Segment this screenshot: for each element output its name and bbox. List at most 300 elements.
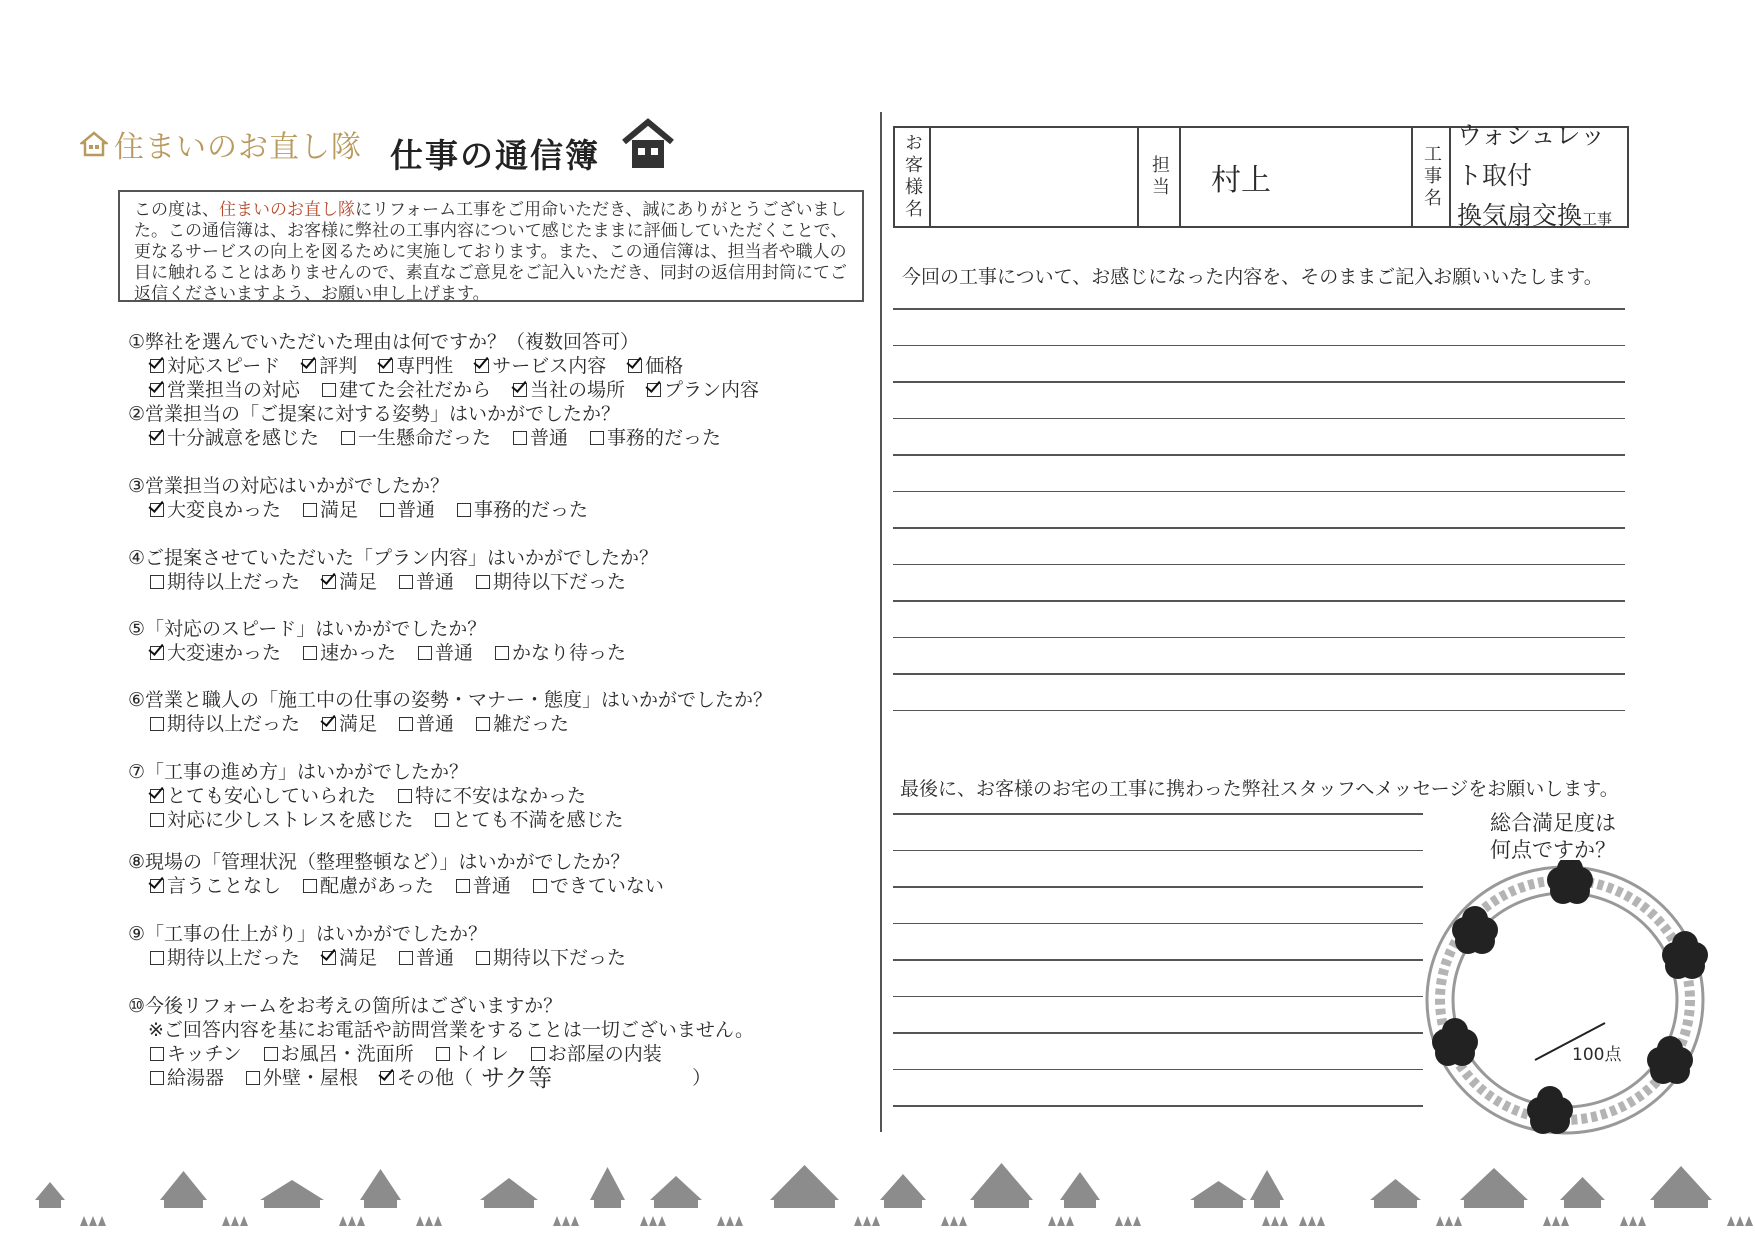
house-body-icon — [884, 1200, 922, 1208]
tree-icon — [658, 1216, 666, 1226]
tree-icon — [1454, 1216, 1462, 1226]
option-checkbox[interactable] — [150, 378, 300, 402]
option-checkbox[interactable] — [150, 354, 280, 378]
tree-icon — [640, 1216, 648, 1226]
option-row — [128, 426, 743, 450]
tree-icon — [1308, 1216, 1316, 1226]
comment-line — [893, 491, 1625, 493]
option-checkbox[interactable] — [513, 378, 625, 402]
option-label: 大変良かった — [167, 499, 282, 521]
tree-icon — [1133, 1216, 1141, 1226]
tree-icon — [1280, 1216, 1288, 1226]
empty-box-icon[interactable] — [476, 575, 490, 589]
tree-icon — [872, 1216, 880, 1226]
comment-line — [893, 308, 1625, 310]
roof-icon — [1370, 1179, 1421, 1200]
tree-icon — [1736, 1216, 1744, 1226]
brand-logo — [80, 122, 362, 166]
tree-icon — [348, 1216, 356, 1226]
question-text: ④ご提案させていただいた「プラン内容」はいかがでしたか？ — [128, 547, 659, 569]
empty-box-icon[interactable] — [150, 1071, 164, 1085]
question-text: ②営業担当の「ご提案に対する姿勢」はいかがでしたか？ — [128, 403, 621, 425]
option-checkbox[interactable] — [150, 426, 319, 450]
tree-icon — [1561, 1216, 1569, 1226]
empty-box-icon[interactable] — [513, 431, 527, 445]
option-checkbox[interactable] — [303, 874, 434, 898]
option-label: 評判 — [319, 355, 358, 377]
option-row — [128, 874, 686, 898]
tree-icon — [571, 1216, 579, 1226]
house-body-icon — [654, 1200, 698, 1208]
option-checkbox[interactable] — [495, 641, 626, 665]
tree-icon — [1436, 1216, 1444, 1226]
option-label: 普通 — [530, 427, 569, 449]
checked-box-icon[interactable] — [322, 951, 336, 965]
satisfaction-label — [1490, 810, 1616, 864]
roof-icon — [880, 1174, 926, 1200]
option-label: 一生懸命だった — [358, 427, 492, 449]
question-block — [128, 688, 772, 736]
comment-line — [893, 710, 1625, 712]
option-label: 価格 — [645, 355, 684, 377]
option-label: 雑だった — [493, 713, 570, 735]
option-checkbox[interactable] — [341, 426, 491, 450]
checked-box-icon[interactable] — [150, 789, 164, 803]
empty-box-icon[interactable] — [150, 717, 164, 731]
option-label: 配慮があった — [320, 875, 434, 897]
roof-icon — [1460, 1168, 1528, 1200]
option-label: できていない — [549, 875, 664, 897]
tree-icon — [735, 1216, 743, 1226]
tree-icon — [553, 1216, 561, 1226]
question-block — [128, 850, 686, 898]
option-checkbox[interactable] — [303, 641, 396, 665]
tree-icon — [1745, 1216, 1753, 1226]
option-checkbox[interactable] — [399, 570, 454, 594]
brand-name: 住まいのお直し隊 — [114, 130, 362, 165]
question-text: ③営業担当の対応はいかがでしたか？ — [128, 475, 450, 497]
empty-box-icon[interactable] — [303, 503, 317, 517]
option-checkbox[interactable] — [150, 570, 300, 594]
option-checkbox[interactable] — [436, 1042, 509, 1066]
empty-box-icon[interactable] — [246, 1071, 260, 1085]
tree-icon — [1115, 1216, 1123, 1226]
option-label: 満足 — [320, 499, 359, 521]
empty-box-icon[interactable] — [476, 717, 490, 731]
work-line-2: 換気扇交換 — [1457, 200, 1583, 230]
house-body-icon — [39, 1200, 61, 1208]
tree-icon — [1552, 1216, 1560, 1226]
empty-box-icon[interactable] — [399, 575, 413, 589]
option-row — [128, 570, 658, 594]
question-block — [128, 546, 658, 594]
question-text: ⑩今後リフォームをお考えの箇所はございますか？ — [128, 995, 563, 1017]
option-checkbox[interactable] — [150, 712, 300, 736]
option-checkbox[interactable] — [150, 946, 300, 970]
tree-icon — [425, 1216, 433, 1226]
empty-box-icon[interactable] — [341, 431, 355, 445]
message-line — [893, 813, 1423, 815]
staff-name-field[interactable]: 村上 — [1181, 128, 1413, 226]
empty-box-icon[interactable] — [456, 879, 470, 893]
question-block — [128, 994, 754, 1090]
other-close-paren: ） — [692, 1067, 712, 1089]
house-body-icon — [594, 1200, 621, 1208]
house-body-icon — [1374, 1200, 1417, 1208]
roof-icon — [260, 1180, 324, 1200]
option-row — [128, 946, 648, 970]
roof-icon — [160, 1171, 207, 1200]
option-row — [128, 354, 781, 378]
option-label: 普通 — [416, 947, 455, 969]
tree-icon — [950, 1216, 958, 1226]
empty-box-icon[interactable] — [435, 813, 449, 827]
tree-icon — [98, 1216, 106, 1226]
roof-icon — [590, 1167, 625, 1200]
option-label: 対応に少しストレスを感じた — [167, 809, 414, 831]
score-value[interactable]: 100点 — [1572, 1045, 1622, 1065]
house-body-icon — [1064, 1200, 1096, 1208]
tree-icon — [863, 1216, 871, 1226]
option-checkbox[interactable] — [246, 1066, 358, 1090]
checked-box-icon[interactable] — [150, 383, 164, 397]
house-body-icon — [774, 1200, 835, 1208]
roof-icon — [1060, 1172, 1100, 1200]
customer-name-field[interactable] — [931, 128, 1139, 226]
option-row — [128, 808, 645, 832]
comment-line — [893, 454, 1625, 456]
house-body-icon — [974, 1200, 1029, 1208]
option-checkbox[interactable] — [150, 1042, 242, 1066]
tree-icon — [416, 1216, 424, 1226]
option-label: とても不満を感じた — [452, 809, 624, 831]
customer-label: お客様名 — [895, 128, 931, 226]
page-title: 仕事の通信簿 — [390, 136, 600, 175]
option-checkbox[interactable] — [456, 874, 511, 898]
message-line — [893, 886, 1423, 888]
option-label: 外壁・屋根 — [263, 1067, 359, 1089]
roof-icon — [770, 1165, 839, 1200]
tree-icon — [1262, 1216, 1270, 1226]
empty-box-icon[interactable] — [590, 431, 604, 445]
option-checkbox[interactable] — [513, 426, 568, 450]
option-label: 給湯器 — [167, 1067, 225, 1089]
house-icon — [622, 118, 674, 170]
option-label: 速かった — [320, 642, 397, 664]
tree-icon — [240, 1216, 248, 1226]
option-checkbox[interactable] — [435, 808, 623, 832]
work-label: 工事名 — [1413, 128, 1451, 226]
option-checkbox[interactable] — [380, 498, 435, 522]
roof-icon — [650, 1176, 702, 1200]
house-body-icon — [484, 1200, 534, 1208]
question-block — [128, 922, 648, 970]
option-label: 期待以下だった — [493, 947, 627, 969]
empty-box-icon[interactable] — [457, 503, 471, 517]
house-body-icon — [164, 1200, 203, 1208]
house-silhouette-footer — [0, 1160, 1755, 1230]
tree-icon — [80, 1216, 88, 1226]
option-checkbox[interactable] — [476, 570, 626, 594]
question-text: ⑧現場の「管理状況（整理整頓など）」はいかがでしたか？ — [128, 851, 630, 873]
roof-icon — [35, 1182, 65, 1200]
message-line — [893, 959, 1423, 961]
question-text: ⑨「工事の仕上がり」はいかがでしたか？ — [128, 923, 488, 945]
empty-box-icon[interactable] — [399, 951, 413, 965]
checked-box-icon[interactable] — [302, 359, 316, 373]
option-checkbox[interactable] — [150, 874, 281, 898]
empty-box-icon[interactable] — [418, 646, 432, 660]
checked-box-icon[interactable] — [150, 359, 164, 373]
house-body-icon — [264, 1200, 320, 1208]
option-label: 普通 — [416, 571, 455, 593]
option-checkbox[interactable] — [150, 498, 281, 522]
checked-box-icon[interactable] — [150, 431, 164, 445]
comment-line — [893, 527, 1625, 529]
option-row — [128, 784, 645, 808]
empty-box-icon[interactable] — [380, 503, 394, 517]
question-text: ①弊社を選んでいただいた理由は何ですか？（複数回答可） — [128, 331, 640, 353]
option-label: お部屋の内装 — [547, 1043, 662, 1065]
checked-box-icon[interactable] — [150, 503, 164, 517]
option-checkbox[interactable] — [322, 712, 377, 736]
empty-box-icon[interactable] — [264, 1047, 278, 1061]
empty-box-icon[interactable] — [533, 879, 547, 893]
tree-icon — [726, 1216, 734, 1226]
comment-line — [893, 600, 1625, 602]
roof-icon — [1560, 1177, 1605, 1200]
option-checkbox[interactable] — [531, 1042, 662, 1066]
checked-box-icon[interactable] — [150, 879, 164, 893]
empty-box-icon[interactable] — [399, 717, 413, 731]
checked-box-icon[interactable] — [628, 359, 642, 373]
option-checkbox[interactable] — [590, 426, 721, 450]
roof-icon — [1190, 1181, 1247, 1200]
option-row — [128, 1066, 754, 1090]
tree-icon — [1727, 1216, 1735, 1226]
tree-icon — [959, 1216, 967, 1226]
question-block — [128, 760, 645, 832]
tree-icon — [1445, 1216, 1453, 1226]
option-label: その他（ — [397, 1067, 474, 1089]
option-checkbox[interactable] — [322, 946, 377, 970]
tree-icon — [89, 1216, 97, 1226]
satisfaction-label-1: 総合満足度は — [1490, 811, 1616, 835]
option-checkbox[interactable] — [379, 354, 453, 378]
option-row — [128, 498, 610, 522]
option-label: 当社の場所 — [530, 379, 626, 401]
tree-icon — [854, 1216, 862, 1226]
comment-line — [893, 345, 1625, 347]
tree-icon — [717, 1216, 725, 1226]
question-note: ※ご回答内容を基にお電話や訪問営業をすることは一切ございません。 — [148, 1019, 755, 1041]
tree-icon — [1638, 1216, 1646, 1226]
roof-icon — [480, 1178, 538, 1200]
tree-icon — [562, 1216, 570, 1226]
tree-icon — [1048, 1216, 1056, 1226]
empty-box-icon[interactable] — [436, 1047, 450, 1061]
comment-line — [893, 564, 1625, 566]
option-label: 普通 — [472, 875, 511, 897]
house-body-icon — [1464, 1200, 1524, 1208]
option-label: 満足 — [339, 713, 378, 735]
option-checkbox[interactable] — [457, 498, 588, 522]
message-line — [893, 850, 1423, 852]
question-text: ⑤「対応のスピード」はいかがでしたか？ — [128, 618, 487, 640]
checked-box-icon[interactable] — [379, 359, 393, 373]
house-body-icon — [1654, 1200, 1708, 1208]
option-checkbox[interactable] — [475, 354, 606, 378]
option-label: とても安心していられた — [167, 785, 377, 807]
option-row — [128, 378, 781, 402]
tree-icon — [1317, 1216, 1325, 1226]
checked-box-icon[interactable] — [513, 383, 527, 397]
option-label: トイレ — [452, 1043, 509, 1065]
option-checkbox[interactable] — [302, 354, 357, 378]
roof-icon — [1650, 1166, 1712, 1200]
checked-box-icon[interactable] — [475, 359, 489, 373]
option-checkbox[interactable] — [476, 712, 569, 736]
tree-icon — [1629, 1216, 1637, 1226]
option-label: 満足 — [339, 947, 378, 969]
option-checkbox[interactable] — [264, 1042, 414, 1066]
empty-box-icon[interactable] — [398, 789, 412, 803]
option-label: お風呂・洗面所 — [280, 1043, 414, 1065]
question-block — [128, 402, 743, 450]
staff-label: 担当 — [1139, 128, 1181, 226]
satisfaction-label-2: 何点ですか？ — [1490, 838, 1616, 862]
option-label: 満足 — [339, 571, 378, 593]
message-line — [893, 923, 1423, 925]
intro-part: にリフォーム工事をご用命いただき、誠にありがとうございました。この通信簿は、お客様に弊社の工事内容について感じたままに評価していただくことで、更なるサービスの向上を図るために実施しております。また、この通信簿は、担当者や職人の目に触れることはありませんので、素直なご意見をご記入いただき、同封の返信用封筒にてご返信くださいますよう、お願い申し上げます。 — [134, 200, 848, 304]
option-label: 専門性 — [396, 355, 454, 377]
option-checkbox[interactable] — [150, 1066, 224, 1090]
option-checkbox[interactable] — [150, 641, 281, 665]
option-label: 建てた会社だから — [339, 379, 492, 401]
tree-icon — [1543, 1216, 1551, 1226]
option-label: かなり待った — [512, 642, 627, 664]
comment-line — [893, 637, 1625, 639]
empty-box-icon[interactable] — [150, 813, 164, 827]
checked-box-icon[interactable] — [647, 383, 661, 397]
message-line — [893, 1105, 1423, 1107]
tree-icon — [339, 1216, 347, 1226]
option-label: キッチン — [167, 1043, 242, 1065]
comment-line — [893, 381, 1625, 383]
intro-part: この度は、 — [134, 200, 219, 220]
tree-icon — [231, 1216, 239, 1226]
work-name-field[interactable] — [1451, 120, 1627, 230]
option-checkbox[interactable] — [322, 570, 377, 594]
option-label: 普通 — [416, 713, 455, 735]
option-checkbox[interactable] — [380, 1066, 473, 1090]
work-suffix: 工事 — [1582, 209, 1613, 228]
option-checkbox[interactable] — [322, 378, 491, 402]
house-body-icon — [1194, 1200, 1243, 1208]
message-prompt: 最後に、お客様のお宅の工事に携わった弊社スタッフへメッセージをお願いします。 — [900, 778, 1619, 800]
question-block — [128, 617, 648, 665]
tree-icon — [1124, 1216, 1132, 1226]
option-label: サービス内容 — [492, 355, 607, 377]
tree-icon — [1620, 1216, 1628, 1226]
option-label: 期待以上だった — [167, 571, 301, 593]
option-checkbox[interactable] — [399, 712, 454, 736]
roof-icon — [970, 1163, 1033, 1200]
tree-icon — [1271, 1216, 1279, 1226]
option-label: 普通 — [435, 642, 474, 664]
tree-icon — [1299, 1216, 1307, 1226]
message-line — [893, 1032, 1423, 1034]
tree-icon — [357, 1216, 365, 1226]
option-checkbox[interactable] — [628, 354, 683, 378]
question-text: ⑥営業と職人の「施工中の仕事の姿勢・マナー・態度」はいかがでしたか？ — [128, 689, 773, 711]
empty-box-icon[interactable] — [495, 646, 509, 660]
empty-box-icon[interactable] — [303, 646, 317, 660]
tree-icon — [649, 1216, 657, 1226]
option-row — [128, 712, 772, 736]
empty-box-icon[interactable] — [322, 383, 336, 397]
option-label: 期待以上だった — [167, 947, 301, 969]
option-checkbox[interactable] — [150, 784, 376, 808]
house-body-icon — [1254, 1200, 1280, 1208]
question-block — [128, 474, 610, 522]
checked-box-icon[interactable] — [380, 1071, 394, 1085]
message-line — [893, 1069, 1423, 1071]
tree-icon — [1057, 1216, 1065, 1226]
empty-box-icon[interactable] — [150, 575, 164, 589]
option-row — [128, 1042, 754, 1066]
house-body-icon — [1564, 1200, 1601, 1208]
option-label: 対応スピード — [167, 355, 281, 377]
empty-box-icon[interactable] — [476, 951, 490, 965]
option-label: 普通 — [397, 499, 436, 521]
checked-box-icon[interactable] — [322, 575, 336, 589]
empty-box-icon[interactable] — [531, 1047, 545, 1061]
work-line-1: ウォシュレット取付 — [1457, 120, 1606, 190]
option-checkbox[interactable] — [418, 641, 473, 665]
option-label: 期待以上だった — [167, 713, 301, 735]
roof-icon — [1250, 1170, 1284, 1200]
empty-box-icon[interactable] — [150, 1047, 164, 1061]
option-checkbox[interactable] — [150, 808, 413, 832]
option-label: 言うことなし — [167, 875, 282, 897]
comment-prompt: 今回の工事について、お感じになった内容を、そのままご記入お願いいたします。 — [902, 266, 1603, 288]
other-text-field[interactable]: サク等 — [481, 1064, 553, 1092]
option-label: 大変速かった — [167, 642, 282, 664]
option-checkbox[interactable] — [303, 498, 358, 522]
checked-box-icon[interactable] — [322, 717, 336, 731]
option-label: 期待以下だった — [493, 571, 627, 593]
question-text: ⑦「工事の進め方」はいかがでしたか？ — [128, 761, 469, 783]
tree-icon — [1066, 1216, 1074, 1226]
tree-icon — [434, 1216, 442, 1226]
comment-line — [893, 673, 1625, 675]
option-label: 営業担当の対応 — [167, 379, 301, 401]
checked-box-icon[interactable] — [150, 646, 164, 660]
option-checkbox[interactable] — [398, 784, 586, 808]
option-checkbox[interactable] — [476, 946, 626, 970]
option-label: プラン内容 — [664, 379, 760, 401]
option-row — [128, 641, 648, 665]
intro-text — [118, 190, 864, 302]
header-table — [893, 120, 1629, 230]
empty-box-icon[interactable] — [150, 951, 164, 965]
option-checkbox[interactable] — [399, 946, 454, 970]
option-checkbox[interactable] — [533, 874, 664, 898]
option-checkbox[interactable] — [647, 378, 759, 402]
empty-box-icon[interactable] — [303, 879, 317, 893]
tree-icon — [222, 1216, 230, 1226]
